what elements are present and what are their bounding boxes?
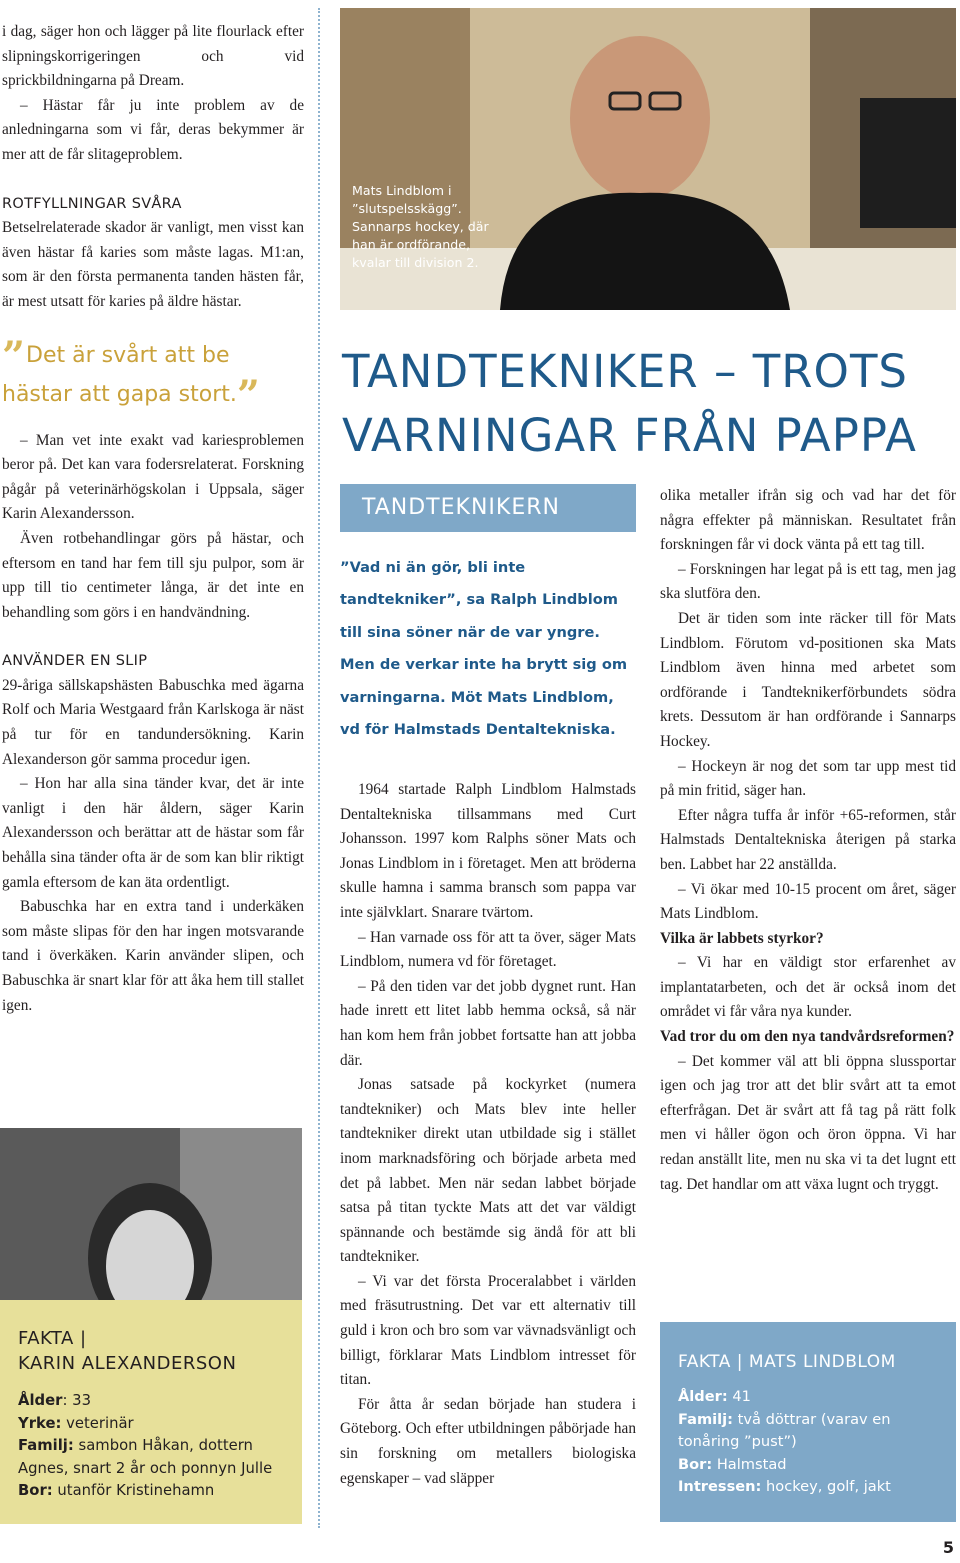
- paragraph: – Forskningen har legat på is ett tag, men jag ska slutföra den.: [660, 560, 956, 603]
- paragraph: – Vi var det första Proceralabbet i världen med fräsutrustning. Det var ett alternativ till guld i kron och bro som var vävnadsvänligt och billigt, förklarar Mats Lindblom intresset för titan.: [340, 1272, 636, 1389]
- fact-row: Bor: Halmstad: [678, 1455, 787, 1473]
- paragraph: Babuschka har en extra tand i underkäken som måste slipas för den har ingen motsvarande tand i överkäken. Karin använder slipen, och Babuschka är snart klar för att åka hem till stallet igen.: [2, 898, 304, 1014]
- interview-question: Vad tror du om den nya tandvårdsreformen?: [660, 1028, 955, 1046]
- paragraph: i dag, säger hon och lägger på lite flourlack efter slipningskorrigeringen och vid sprickbildningarna på Dream.: [2, 23, 304, 90]
- paragraph: Det är tiden som inte räcker till för Mats Lindblom. Förutom vd-positionen ska Mats Lindblom även hinna med arbetet som ordförande i Tandteknikerförbundets södra krets. Dessutom är han ordförande i Sannarps Hockey.: [660, 609, 956, 750]
- headline-line-1: TANDTEKNIKER – TROTS: [342, 345, 908, 398]
- paragraph: – Han varnade oss för att ta över, säger Mats Lindblom, numera vd för företaget.: [340, 928, 636, 971]
- fact-box-karin: [0, 1300, 302, 1524]
- article-column-3: [340, 778, 636, 1491]
- pull-quote: [2, 332, 304, 419]
- paragraph: Betselrelaterade skador är vanligt, men visst kan även hästar få karies som måste lagas. M1:an, som är den första permanenta tanden hästen får, är mest utsatt för karies på äldre hästar.: [2, 219, 304, 310]
- paragraph: Efter några tuffa år inför +65-reformen, står Halmstads Dentaltekniska återigen på starka ben. Labbet har 22 anställda.: [660, 806, 956, 873]
- article-column-4: [660, 484, 956, 1197]
- headline-line-2: VARNINGAR FRÅN PAPPA: [342, 409, 917, 462]
- paragraph: Jonas satsade på kockyrket (numera tandtekniker) och Mats blev inte heller tandtekniker direkt utan utbildade sig i stället inom marknadsföring och började arbeta med det på labbet. Men när sedan labbet började satsa på titan tyckte Mats att det var väldigt spännande och bestämde sig ändå för att bli tandtekniker.: [340, 1076, 636, 1266]
- fact-title: FAKTA | MATS LINDBLOM: [678, 1352, 896, 1372]
- fact-title-name: KARIN ALEXANDERSON: [18, 1353, 237, 1374]
- fact-row: Yrke: veterinär: [18, 1414, 134, 1432]
- fact-title-label: FAKTA |: [18, 1328, 87, 1349]
- fact-row: Bor: utanför Kristinehamn: [18, 1482, 215, 1499]
- paragraph: – Hockeyn är nog det som tar upp mest tid på min fritid, säger han.: [660, 757, 956, 800]
- quote-mark-icon: ”: [2, 332, 20, 380]
- interview-question: Vilka är labbets styrkor?: [660, 929, 824, 947]
- fact-row: Intressen: hockey, golf, jakt: [678, 1478, 891, 1496]
- paragraph: – Vi har en väldigt stor erfarenhet av implantatarbeten, och det är också inom det området vi får våra nya kunder.: [660, 954, 956, 1021]
- photo-caption: Mats Lindblom i ”slutspelsskägg”. Sannarps hockey, där han är ordförande, kvalar till division 2.: [352, 183, 489, 270]
- page-number: 5: [942, 1538, 954, 1557]
- fact-row: Ålder: 41: [678, 1388, 751, 1405]
- paragraph: – Vi ökar med 10-15 procent om året, säger Mats Lindblom.: [660, 880, 956, 923]
- article-ingress: ”Vad ni än gör, bli inte tandtekniker”, sa Ralph Lindblom till sina söner när de var yngre. Men de verkar inte ha brytt sig om varningarna. Möt Mats Lindblom, vd för Halmstads Dentaltekniska.: [340, 559, 628, 739]
- article-column-1: [2, 20, 304, 1018]
- fact-row: Familj: två döttrar (varav en tonåring ”pust”): [678, 1410, 891, 1451]
- paragraph: – På den tiden var det jobb dygnet runt. Han hade inrett ett litet labb hemma också, så när han kom hem från jobbet fortsatte han att jobba där.: [340, 977, 636, 1069]
- paragraph: – Det kommer väl att bli öppna slussportar igen och jag tror att det blir svårt att ta emot efterfrågan. Det är svårt att få tag på rätt folk men vi håller ögon och öron öppna. Vi har redan anställt lite, men nu ska vi ta det lugnt ett tag. Det handlar om att växa lugnt och tryggt.: [660, 1052, 956, 1193]
- column-divider: [318, 8, 320, 1528]
- paragraph: 1964 startade Ralph Lindblom Halmstads Dentaltekniska tillsammans med Curt Johansson. 1997 kom Ralphs söner Mats och Jonas Lindblom in i företaget. Men att bröderna skulle hamna i samma bransch som pappa var inte självklart. Snarare tvärtom.: [340, 781, 636, 921]
- paragraph: Även rotbehandlingar görs på hästar, och eftersom en tand har fem till sju pulpor, som är upp till tio centimeter långa, är det inte en behandling som görs i en handvändning.: [2, 529, 304, 621]
- article-headline: [342, 340, 958, 468]
- subheading: ANVÄNDER EN SLIP: [2, 653, 148, 670]
- paragraph: – Hästar får ju inte problem av de anledningarna som vi får, deras bekymmer är mer att de får slitageproblem.: [2, 96, 304, 163]
- fact-title: [18, 1326, 284, 1376]
- section-kicker: TANDTEKNIKERN: [340, 484, 636, 532]
- paragraph: – Hon har alla sina tänder kvar, det är inte vanligt i den här åldern, säger Karin Alexandersson och berättar att de hästar som får behålla sina tänder ofta är de som kan blir riktigt gamla eftersom de kan äta ordentligt.: [2, 775, 304, 891]
- pull-quote-text: Det är svårt att be hästar att gapa stort.: [2, 342, 237, 407]
- paragraph: olika metaller ifrån sig och vad har det för några effekter på människan. Resultatet från forskningen får vi dock vänta på ett tag till.: [660, 487, 956, 554]
- paragraph: För åtta år sedan började han studera i Göteborg. Och efter utbildningen påbörjade han sin forskning om metallers biologiska egenskaper – vad släpper: [340, 1395, 636, 1487]
- subheading: ROTFYLLNINGAR SVÅRA: [2, 195, 182, 212]
- paragraph: – Man vet inte exakt vad kariesproblemen beror på. Det kan vara fodersrelaterat. Forskning pågår på veterinärhögskolan i Uppsala, säger Karin Alexandersson.: [2, 431, 304, 523]
- fact-box-mats: [660, 1322, 956, 1522]
- quote-mark-icon: ”: [236, 371, 254, 419]
- paragraph: 29-åriga sällskapshästen Babuschka med ägarna Rolf och Maria Westgaard från Karlskoga är näst på tur för en tandundersökning. Karin Alexanderson gör samma procedur igen.: [2, 676, 304, 768]
- fact-row: Ålder: 33: [18, 1392, 91, 1409]
- fact-row: Familj: sambon Håkan, dottern Agnes, snart 2 år och ponnyn Julle: [18, 1437, 273, 1477]
